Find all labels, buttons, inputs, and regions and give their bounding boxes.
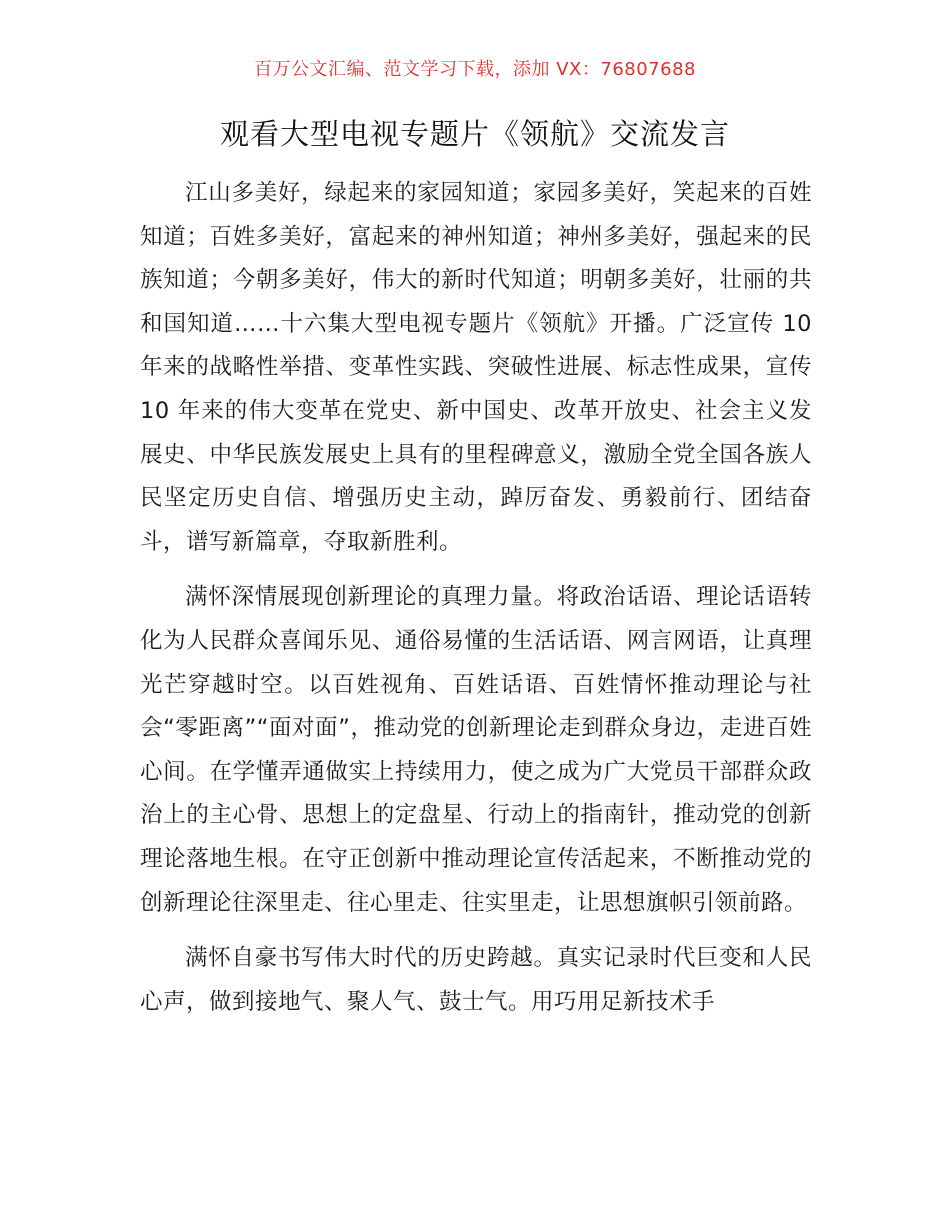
paragraph: 江山多美好，绿起来的家园知道；家园多美好，笑起来的百姓知道；百姓多美好，富起来的神州知道；神州多美好，强起来的民族知道；今朝多美好，伟大的新时代知道；明朝多美好，壮丽的共和国知道……十六集大型电视专题片《领航》开播。广泛宣传 10 年来的战略性举措、变革性实践、突破性进展、标志性成果，宣传 10 年来的伟大变革在党史、新中国史、改革开放史、社会主义发展史、中华民族发展史上具有的里程碑意义，激励全党全国各族人民坚定历史自信、增强历史主动，踔厉奋发、勇毅前行、团结奋斗，谱写新篇章，夺取新胜利。 — [140, 180, 812, 555]
header-promo-note: 百万公文汇编、范文学习下载，添加 VX：76807688 — [254, 59, 696, 80]
document-body — [140, 172, 812, 1036]
document-title: 观看大型电视专题片《领航》交流发言 — [219, 117, 730, 151]
paragraph: 满怀深情展现创新理论的真理力量。将政治话语、理论话语转化为人民群众喜闻乐见、通俗易懂的生活话语、网言网语，让真理光芒穿越时空。以百姓视角、百姓话语、百姓情怀推动理论与社会“零距离”“面对面”，推动党的创新理论走到群众身边，走进百姓心间。在学懂弄通做实上持续用力，使之成为广大党员干部群众政治上的主心骨、思想上的定盘星、行动上的指南针，推动党的创新理论落地生根。在守正创新中推动理论宣传活起来，不断推动党的创新理论往深里走、往心里走、往实里走，让思想旗帜引领前路。 — [140, 584, 812, 916]
paragraph: 满怀自豪书写伟大时代的历史跨越。真实记录时代巨变和人民心声，做到接地气、聚人气、鼓士气。用巧用足新技术手 — [140, 945, 812, 1015]
